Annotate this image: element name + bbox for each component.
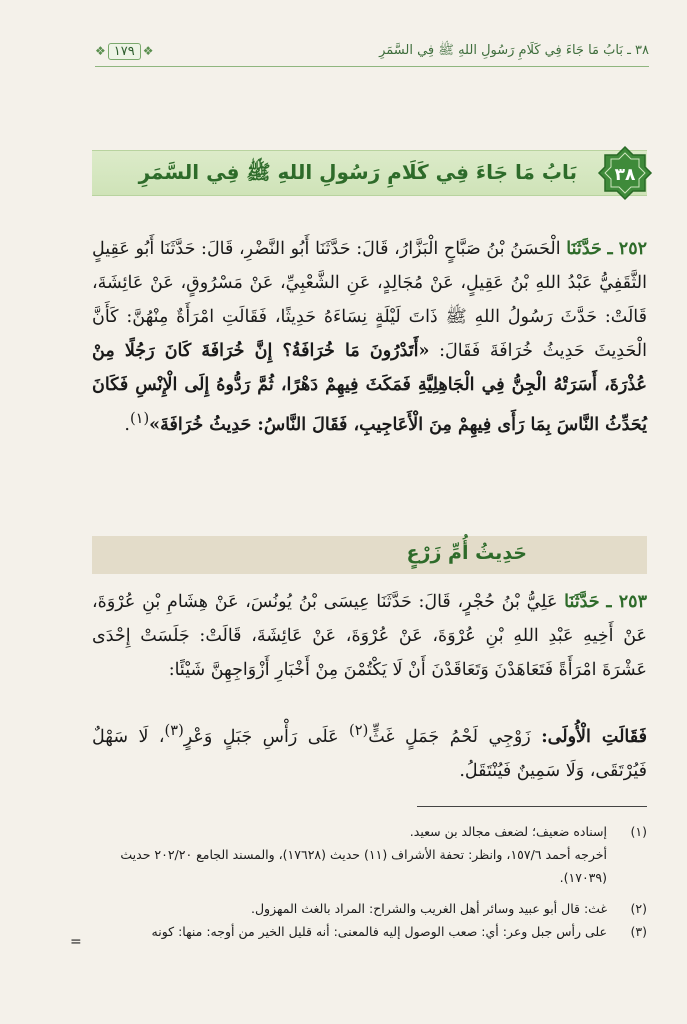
running-title: ٣٨ ـ بَابُ مَا جَاءَ فِي كَلَامِ رَسُولِ اللهِ ﷺ فِي السَّمَرِ	[379, 42, 649, 58]
subheading: حَدِيثُ أُمِّ زَرْعٍ	[406, 542, 527, 564]
running-header	[95, 40, 649, 62]
first-wife-lead: فَقَالَتِ الْأُولَى:	[541, 726, 647, 747]
chapter-number-badge	[597, 145, 653, 201]
page-number: ١٧٩	[108, 43, 141, 60]
first-wife-paragraph	[92, 714, 647, 788]
footnote-number: (١)	[630, 824, 647, 839]
footnote-text: إسناده ضعيف؛ لضعف مجالد بن سعيد.	[409, 824, 607, 839]
first-wife-text-b: عَلَى رَأْسِ جَبَلٍ وَعْرٍ	[183, 726, 339, 747]
footnote-item	[92, 843, 647, 889]
chapter-number: ٣٨	[614, 165, 636, 185]
hadith-text: عَلِيُّ بْنُ حُجْرٍ، قَالَ: حَدَّثَنَا عِيسَى بْنُ يُونُسَ، عَنْ هِشَامِ بْنِ عُرْوَةَ، عَنْ أَخِيهِ عَبْدِ اللهِ بْنِ عُرْوَةَ، عَنْ عُرْوَةَ، عَنْ عَائِشَةَ، قَالَتْ: جَلَسَتْ إِحْدَى عَشْرَةَ امْرَأَةً فَتَعَاهَدْنَ وَتَعَاقَدْنَ أَنْ لَا يَكْتُمْنَ مِنْ أَخْبَارِ أَزْوَاجِهِنَّ شَيْئًا:	[92, 592, 647, 680]
page-number-box	[95, 43, 153, 60]
footnote-text: غث: قال أبو عبيد وسائر أهل الغريب والشراح: المراد بالغث المهزول.	[250, 901, 607, 916]
footnote-number	[617, 843, 647, 889]
footnotes	[92, 820, 647, 943]
first-wife-text-c: ، لَا سَهْلٌ فَيُرْتَقَى، وَلَا سَمِينٌ فَيُنْتَقَلُ.	[92, 726, 647, 781]
hadith-lead: حَدَّثَنَا	[566, 239, 602, 259]
hadith-lead: حَدَّثَنَا	[564, 592, 600, 612]
footnote-ref: (٣)	[164, 722, 184, 739]
hadith-end: .	[124, 414, 130, 435]
hadith-253	[92, 585, 647, 687]
footnote-number: (٣)	[630, 924, 647, 939]
ornament-icon: ❖	[142, 44, 154, 58]
chapter-title: بَابُ مَا جَاءَ فِي كَلَامِ رَسُولِ اللهِ ﷺ فِي السَّمَرِ	[138, 160, 577, 184]
hadith-252	[92, 232, 647, 442]
subheading-band	[92, 536, 647, 574]
footnote-text: أخرجه أحمد ١٥٧/٦، وانظر: تحفة الأشراف (١١) حديث (١٧٦٢٨)، والمسند الجامع ٢٠٢/٢٠ حديث (١٧٠٣٩).	[120, 847, 607, 885]
chapter-heading	[92, 150, 647, 196]
first-wife-text-a: زَوْجِي لَحْمُ جَمَلٍ غَثٍّ	[368, 726, 531, 747]
header-rule	[95, 66, 649, 67]
footnote-rule	[417, 806, 647, 807]
footnote-text: على رأس جبل وعر: أي: صعب الوصول إليه فالمعنى: أنه قليل الخير من أوجه: منها: كونه	[151, 924, 607, 939]
footnote-ref: (٢)	[349, 722, 369, 739]
footnote-item	[92, 820, 647, 843]
hadith-number: ٢٥٣ ـ	[606, 592, 647, 612]
hadith-text: الْحَسَنُ بْنُ صَبَّاحٍ الْبَزَّارُ، قَالَ: حَدَّثَنَا أَبُو النَّضْرِ، قَالَ: حَدَّثَنَا أَبُو عَقِيلٍ الثَّقَفِيُّ عَبْدُ اللهِ بْنُ عَقِيلٍ، عَنْ مُجَالِدٍ، عَنِ الشَّعْبِيِّ، عَنْ مَسْرُوقٍ، عَنْ عَائِشَةَ، قَالَتْ: حَدَّثَ رَسُولُ اللهِ ﷺ ذَاتَ لَيْلَةٍ نِسَاءَهُ حَدِيثًا، فَقَالَتِ امْرَأَةٌ مِنْهُنَّ: كَأَنَّ الْحَدِيثَ حَدِيثُ خُرَافَةَ فَقَالَ:	[92, 239, 647, 361]
continuation-mark: =	[70, 934, 82, 950]
footnote-item	[92, 897, 647, 920]
ornament-icon: ❖	[95, 44, 106, 58]
hadith-quote: «أَتَدْرُونَ مَا خُرَافَةُ؟ إِنَّ خُرَافَةَ كَانَ رَجُلًا مِنْ عُذْرَةَ، أَسَرَتْهُ الْجِنُّ فِي الْجَاهِلِيَّةِ فَمَكَثَ فِيهِمْ دَهْرًا، ثُمَّ رَدُّوهُ إِلَى الْإِنْسِ فَكَانَ يُحَدِّثُ النَّاسَ بِمَا رَأَى فِيهِمْ مِنَ الْأَعَاجِيبِ، فَقَالَ النَّاسُ: حَدِيثُ خُرَافَةَ»	[92, 341, 647, 435]
footnote-number: (٢)	[630, 901, 647, 916]
footnote-item	[92, 920, 647, 943]
footnote-ref: (١)	[129, 410, 150, 427]
hadith-number: ٢٥٢ ـ	[607, 239, 647, 259]
